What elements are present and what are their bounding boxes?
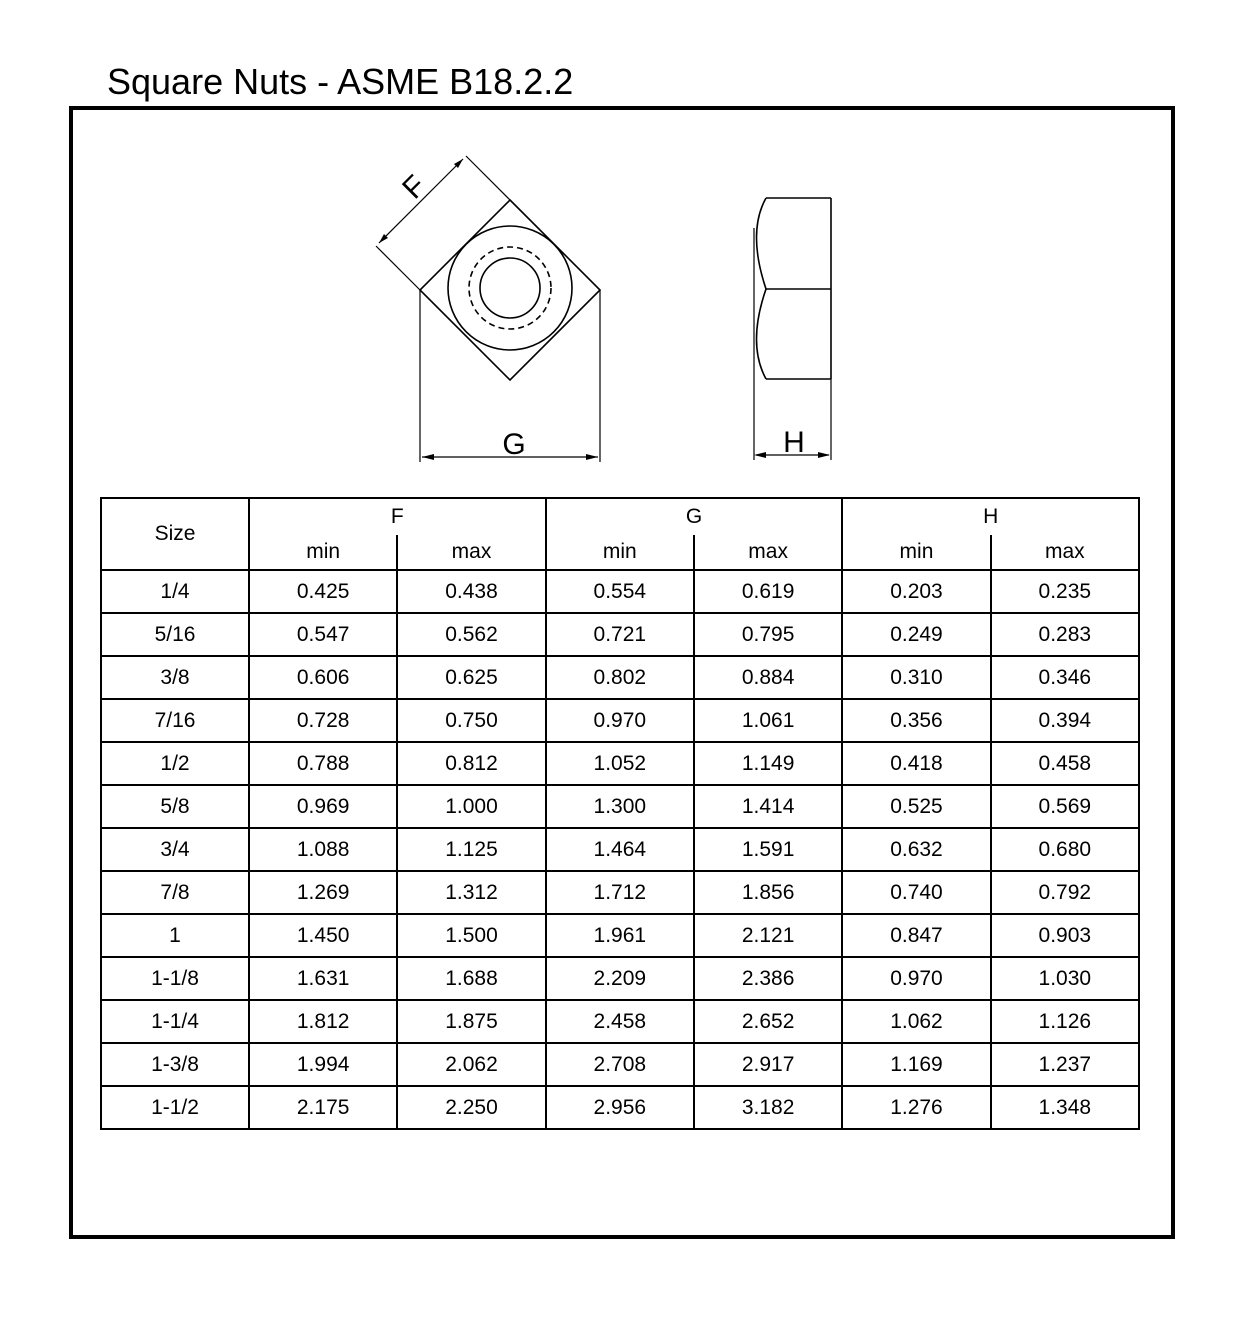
cell-f-min: 1.269: [249, 871, 397, 914]
cell-g-min: 1.961: [546, 914, 694, 957]
top-view: [376, 156, 600, 462]
sub-header-g-min: min: [546, 535, 694, 570]
cell-size: 1-1/8: [101, 957, 249, 1000]
sub-header-f-max: max: [397, 535, 545, 570]
side-upper-chamfer: [757, 198, 767, 289]
cell-h-min: 0.418: [842, 742, 990, 785]
cell-g-max: 0.884: [694, 656, 842, 699]
cell-h-min: 0.249: [842, 613, 990, 656]
size-header: Size: [101, 498, 249, 570]
cell-g-min: 1.464: [546, 828, 694, 871]
table-row: [101, 613, 1139, 656]
table-row: [101, 656, 1139, 699]
cell-size: 1-1/2: [101, 1086, 249, 1129]
cell-h-min: 0.970: [842, 957, 990, 1000]
nut-drawing: [0, 0, 1241, 500]
f-extension-right: [466, 156, 510, 200]
cell-f-max: 0.812: [397, 742, 545, 785]
cell-h-max: 0.680: [991, 828, 1139, 871]
square-outline: [420, 200, 600, 380]
cell-f-min: 1.994: [249, 1043, 397, 1086]
cell-size: 3/8: [101, 656, 249, 699]
cell-g-min: 2.209: [546, 957, 694, 1000]
cell-f-max: 1.312: [397, 871, 545, 914]
sub-header-g-max: max: [694, 535, 842, 570]
table-row: [101, 871, 1139, 914]
cell-h-max: 0.458: [991, 742, 1139, 785]
cell-g-min: 2.708: [546, 1043, 694, 1086]
cell-size: 5/8: [101, 785, 249, 828]
table-row: [101, 1086, 1139, 1129]
cell-f-min: 1.450: [249, 914, 397, 957]
cell-h-min: 1.276: [842, 1086, 990, 1129]
cell-h-min: 0.525: [842, 785, 990, 828]
table-group-header-row: [101, 498, 1139, 535]
cell-f-min: 0.547: [249, 613, 397, 656]
cell-f-max: 2.062: [397, 1043, 545, 1086]
cell-f-max: 0.750: [397, 699, 545, 742]
thread-major-circle: [469, 247, 551, 329]
page-title: Square Nuts - ASME B18.2.2: [107, 61, 574, 102]
side-view: [754, 198, 831, 460]
cell-size: 1/2: [101, 742, 249, 785]
cell-g-max: 1.149: [694, 742, 842, 785]
cell-g-max: 2.652: [694, 1000, 842, 1043]
dimension-table: [100, 497, 1140, 1130]
cell-h-min: 0.740: [842, 871, 990, 914]
cell-f-min: 0.969: [249, 785, 397, 828]
table-row: [101, 1000, 1139, 1043]
cell-g-min: 0.802: [546, 656, 694, 699]
cell-f-min: 0.425: [249, 570, 397, 613]
cell-f-max: 0.625: [397, 656, 545, 699]
cell-size: 1-3/8: [101, 1043, 249, 1086]
cell-f-max: 1.125: [397, 828, 545, 871]
cell-size: 1: [101, 914, 249, 957]
cell-f-max: 1.500: [397, 914, 545, 957]
hole-circle: [480, 258, 540, 318]
cell-h-max: 0.346: [991, 656, 1139, 699]
cell-g-min: 0.970: [546, 699, 694, 742]
table-row: [101, 742, 1139, 785]
table-sub-header-row: [101, 535, 1139, 570]
cell-h-max: 0.235: [991, 570, 1139, 613]
cell-g-max: 2.386: [694, 957, 842, 1000]
cell-g-min: 2.458: [546, 1000, 694, 1043]
g-label: G: [502, 428, 526, 461]
cell-h-min: 0.310: [842, 656, 990, 699]
cell-h-max: 1.237: [991, 1043, 1139, 1086]
table-body: [101, 570, 1139, 1129]
table-row: [101, 570, 1139, 613]
table-row: [101, 828, 1139, 871]
cell-f-max: 0.438: [397, 570, 545, 613]
cell-h-min: 0.203: [842, 570, 990, 613]
cell-g-min: 1.052: [546, 742, 694, 785]
cell-f-min: 1.088: [249, 828, 397, 871]
table-row: [101, 699, 1139, 742]
cell-f-min: 1.812: [249, 1000, 397, 1043]
cell-f-max: 1.875: [397, 1000, 545, 1043]
cell-g-min: 1.712: [546, 871, 694, 914]
cell-h-max: 0.394: [991, 699, 1139, 742]
cell-h-min: 0.632: [842, 828, 990, 871]
cell-g-max: 1.414: [694, 785, 842, 828]
cell-h-min: 1.062: [842, 1000, 990, 1043]
group-header-f: F: [249, 498, 546, 535]
cell-size: 5/16: [101, 613, 249, 656]
cell-h-max: 0.283: [991, 613, 1139, 656]
cell-h-max: 0.903: [991, 914, 1139, 957]
f-label: F: [396, 169, 433, 206]
cell-g-max: 2.121: [694, 914, 842, 957]
cell-g-max: 1.856: [694, 871, 842, 914]
cell-h-max: 1.030: [991, 957, 1139, 1000]
h-label: H: [783, 426, 805, 459]
cell-size: 7/8: [101, 871, 249, 914]
cell-f-max: 1.688: [397, 957, 545, 1000]
cell-size: 1/4: [101, 570, 249, 613]
sub-header-h-min: min: [842, 535, 990, 570]
table-row: [101, 957, 1139, 1000]
cell-h-max: 1.348: [991, 1086, 1139, 1129]
cell-f-min: 0.788: [249, 742, 397, 785]
table-row: [101, 785, 1139, 828]
cell-g-min: 1.300: [546, 785, 694, 828]
cell-g-max: 1.061: [694, 699, 842, 742]
cell-h-min: 1.169: [842, 1043, 990, 1086]
group-header-h: H: [842, 498, 1139, 535]
group-header-g: G: [546, 498, 843, 535]
cell-size: 3/4: [101, 828, 249, 871]
cell-g-max: 1.591: [694, 828, 842, 871]
cell-f-min: 1.631: [249, 957, 397, 1000]
cell-f-max: 2.250: [397, 1086, 545, 1129]
side-lower-chamfer: [757, 289, 767, 379]
cell-size: 7/16: [101, 699, 249, 742]
table-row: [101, 914, 1139, 957]
f-extension-left: [376, 246, 420, 290]
cell-h-max: 0.569: [991, 785, 1139, 828]
cell-g-max: 3.182: [694, 1086, 842, 1129]
cell-h-min: 0.356: [842, 699, 990, 742]
cell-f-min: 2.175: [249, 1086, 397, 1129]
cell-g-min: 2.956: [546, 1086, 694, 1129]
cell-size: 1-1/4: [101, 1000, 249, 1043]
cell-h-max: 0.792: [991, 871, 1139, 914]
cell-g-max: 2.917: [694, 1043, 842, 1086]
cell-g-max: 0.795: [694, 613, 842, 656]
bearing-face-circle: [448, 226, 572, 350]
cell-f-min: 0.606: [249, 656, 397, 699]
cell-f-max: 0.562: [397, 613, 545, 656]
cell-g-min: 0.554: [546, 570, 694, 613]
sub-header-f-min: min: [249, 535, 397, 570]
cell-f-min: 0.728: [249, 699, 397, 742]
table-row: [101, 1043, 1139, 1086]
cell-g-min: 0.721: [546, 613, 694, 656]
sub-header-h-max: max: [991, 535, 1139, 570]
cell-h-min: 0.847: [842, 914, 990, 957]
cell-f-max: 1.000: [397, 785, 545, 828]
cell-h-max: 1.126: [991, 1000, 1139, 1043]
cell-g-max: 0.619: [694, 570, 842, 613]
